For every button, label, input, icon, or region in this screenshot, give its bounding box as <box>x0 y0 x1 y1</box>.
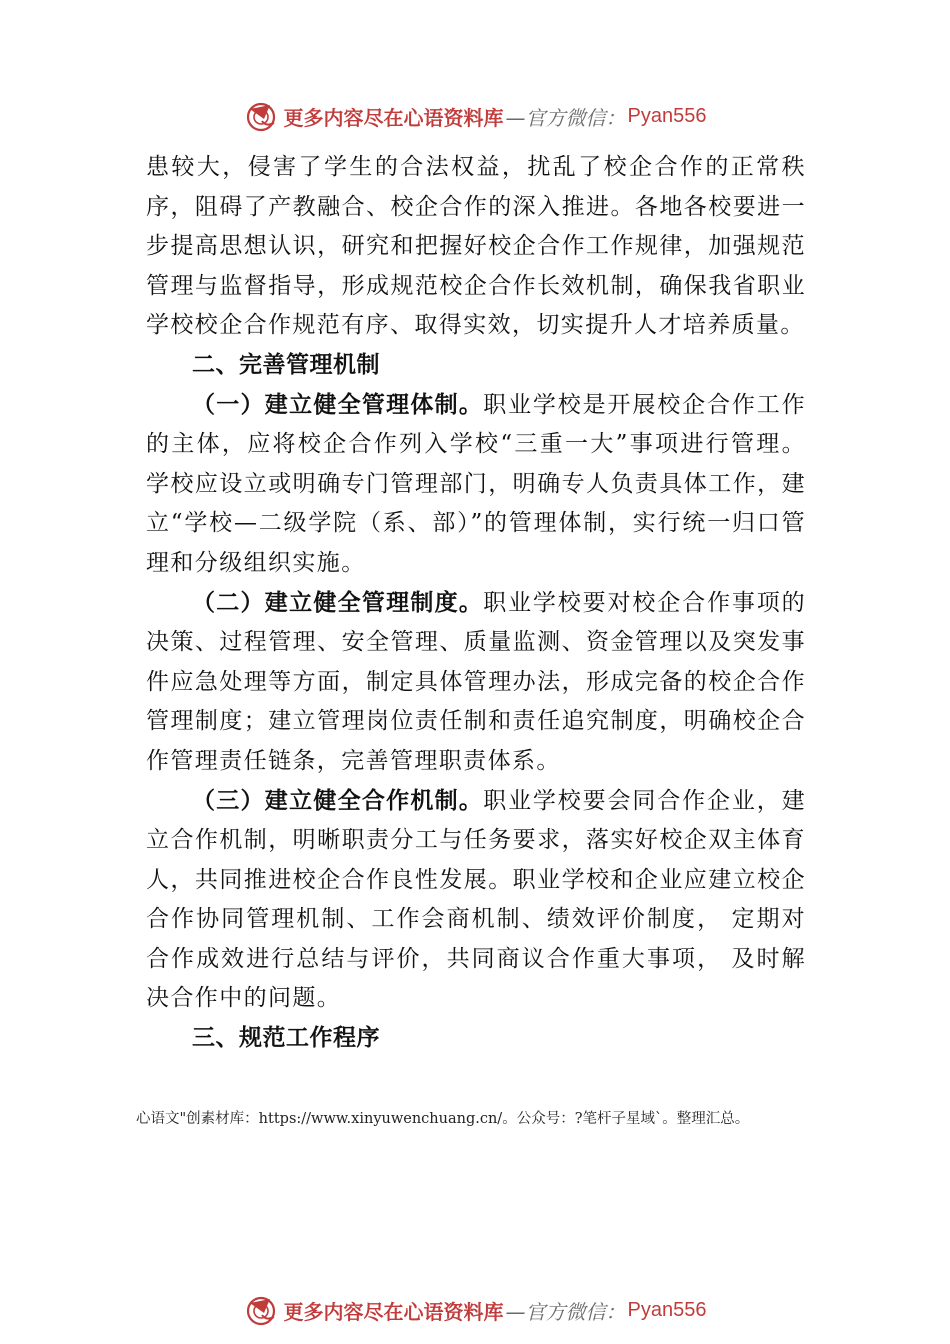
brand-logo-icon <box>244 99 278 133</box>
paragraph-subsection-2 <box>146 584 806 782</box>
banner-wechat-label: —官方微信： <box>505 1299 626 1324</box>
source-note: 心语文"创素材库：https://www.xinyuwenchuang.cn/。公众号：?笔杆子星域`。整理汇总。 <box>136 1111 750 1127</box>
banner-brand-text: 更多内容尽在心语资料库 <box>283 1299 504 1324</box>
banner-wechat-id: Pyan556 <box>627 1298 707 1321</box>
banner-brand-text: 更多内容尽在心语资料库 <box>283 105 504 130</box>
banner-wechat-id: Pyan556 <box>627 104 707 127</box>
header-banner <box>0 96 950 136</box>
section-heading-3: 三、规范工作程序 <box>192 1025 380 1052</box>
subsection-3-title: （三）建立健全合作机制。 <box>192 787 484 814</box>
paragraph-continued: 患较大，侵害了学生的合法权益，扰乱了校企合作的正常秩序，阻碍了产教融合、校企合作的深入推进。各地各校要进一步提高思想认识，研究和把握好校企合作工作规律，加强规范管理与监督指导，形成规范校企合作长效机制，确保我省职业学校校企合作规范有序、取得实效，切实提升人才培养质量。 <box>146 154 806 339</box>
subsection-2-title: （二）建立健全管理制度。 <box>192 589 484 616</box>
paragraph-subsection-3 <box>146 782 806 1020</box>
section-heading-2: 二、完善管理机制 <box>192 351 380 378</box>
brand-logo-icon <box>244 1293 278 1327</box>
banner-wechat-label: —官方微信： <box>505 105 626 130</box>
paragraph-subsection-1 <box>146 386 806 584</box>
subsection-3-text: 职业学校要会同合作企业，建立合作机制，明晰职责分工与任务要求，落实好校企双主体育人，共同推进校企合作良性发展。职业学校和企业应建立校企合作协同管理机制、工作会商机制、绩效评价制度， 定期对合作成效进行总结与评价，共同商议合作重大事项， 及时解决合作中的问题。 <box>146 787 806 1012</box>
subsection-1-text: 职业学校是开展校企合作工作的主体，应将校企合作列入学校“三重一大”事项进行管理。学校应设立或明确专门管理部门，明确专人负责具体工作，建立“学校—二级学院（系、部）”的管理体制，实行统一归口管理和分级组织实施。 <box>146 391 806 576</box>
footer-banner <box>0 1290 950 1330</box>
subsection-2-text: 职业学校要对校企合作事项的决策、过程管理、安全管理、质量监测、资金管理以及突发事件应急处理等方面，制定具体管理办法，形成完备的校企合作管理制度；建立管理岗位责任制和责任追究制度，明确校企合作管理责任链条，完善管理职责体系。 <box>146 589 806 774</box>
subsection-1-title: （一）建立健全管理体制。 <box>192 391 484 418</box>
document-body <box>146 148 806 1059</box>
